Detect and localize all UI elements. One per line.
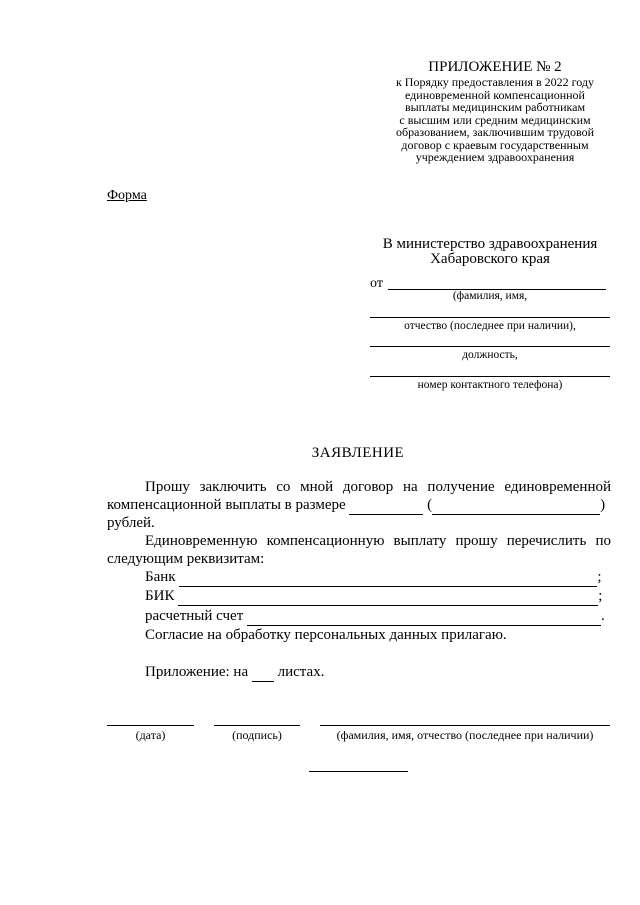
fullname-line[interactable]: [320, 725, 610, 726]
bik-row: [145, 587, 611, 606]
attachment-prefix: Приложение: на: [145, 664, 249, 680]
paragraph-request: [107, 478, 611, 496]
phone-line[interactable]: [370, 376, 610, 377]
addressee-line2: Хабаровского края: [430, 251, 550, 267]
fullname-label: (фамилия, имя, отчество (последнее при наличии): [336, 728, 594, 742]
position-line[interactable]: [370, 346, 610, 347]
account-label: расчетный счет: [145, 608, 244, 624]
bottom-divider: [309, 771, 408, 772]
paragraph-transfer: [107, 532, 611, 568]
account-end: .: [601, 608, 605, 624]
account-field[interactable]: [247, 607, 601, 626]
from-label: от: [370, 276, 383, 291]
bik-end: ;: [598, 588, 603, 604]
attachment-suffix: листах.: [277, 664, 325, 680]
appendix-line: учреждением здравоохранения: [415, 150, 575, 164]
hint-name: (фамилия, имя,: [452, 290, 528, 302]
consent-text: Согласие на обработку персональных данных прилагаю.: [145, 627, 507, 643]
appendix-block: [380, 58, 610, 164]
patronymic-line[interactable]: [370, 317, 610, 318]
appendix-line: образованием, заключившим трудовой: [395, 125, 595, 139]
bank-field[interactable]: [179, 568, 597, 587]
appendix-line: к Порядку предоставления в 2022 году: [395, 75, 595, 89]
signature-line[interactable]: [214, 725, 300, 726]
bik-label: БИК: [145, 588, 175, 604]
amount-close-paren: ): [600, 497, 606, 513]
para2-line2: следующим реквизитам:: [107, 551, 265, 567]
form-label: Форма: [107, 188, 147, 203]
amount-label: компенсационной выплаты в размере: [107, 497, 346, 513]
amount-words-field[interactable]: [432, 496, 600, 515]
addressee-line1: В министерство здравоохранения: [382, 236, 598, 252]
appendix-line: с высшим или средним медицинским: [399, 112, 591, 127]
appendix-title: ПРИЛОЖЕНИЕ № 2: [428, 59, 562, 75]
attachment-count-field[interactable]: [252, 663, 274, 682]
hint-phone: номер контактного телефона): [417, 379, 563, 391]
hint-patronymic: отчество (последнее при наличии),: [404, 320, 576, 332]
amount-open-paren: (: [427, 497, 433, 513]
hint-position: должность,: [462, 349, 518, 361]
document-title: ЗАЯВЛЕНИЕ: [311, 445, 405, 461]
appendix-line: единовременной компенсационной: [405, 87, 585, 102]
attachment-row: [145, 663, 324, 682]
signature-label: (подпись): [232, 728, 282, 742]
appendix-line: договор с краевым государственным: [401, 137, 589, 152]
para1-line2: [107, 496, 611, 515]
date-label: (дата): [135, 728, 166, 742]
appendix-line: выплаты медицинским работникам: [404, 100, 586, 114]
para2-line1: Единовременную компенсационную выплату прошу перечислить по: [145, 533, 611, 549]
bik-field[interactable]: [178, 587, 598, 606]
para1-line1: Прошу заключить со мной договор на получение единовременной: [145, 479, 611, 495]
rubles-label: рублей.: [107, 515, 155, 531]
amount-number-field[interactable]: [349, 496, 423, 515]
bank-end: ;: [597, 569, 602, 585]
addressee-block: [370, 237, 610, 267]
account-row: [145, 607, 611, 626]
bank-label: Банк: [145, 569, 176, 585]
bank-row: [145, 568, 611, 587]
date-line[interactable]: [107, 725, 194, 726]
